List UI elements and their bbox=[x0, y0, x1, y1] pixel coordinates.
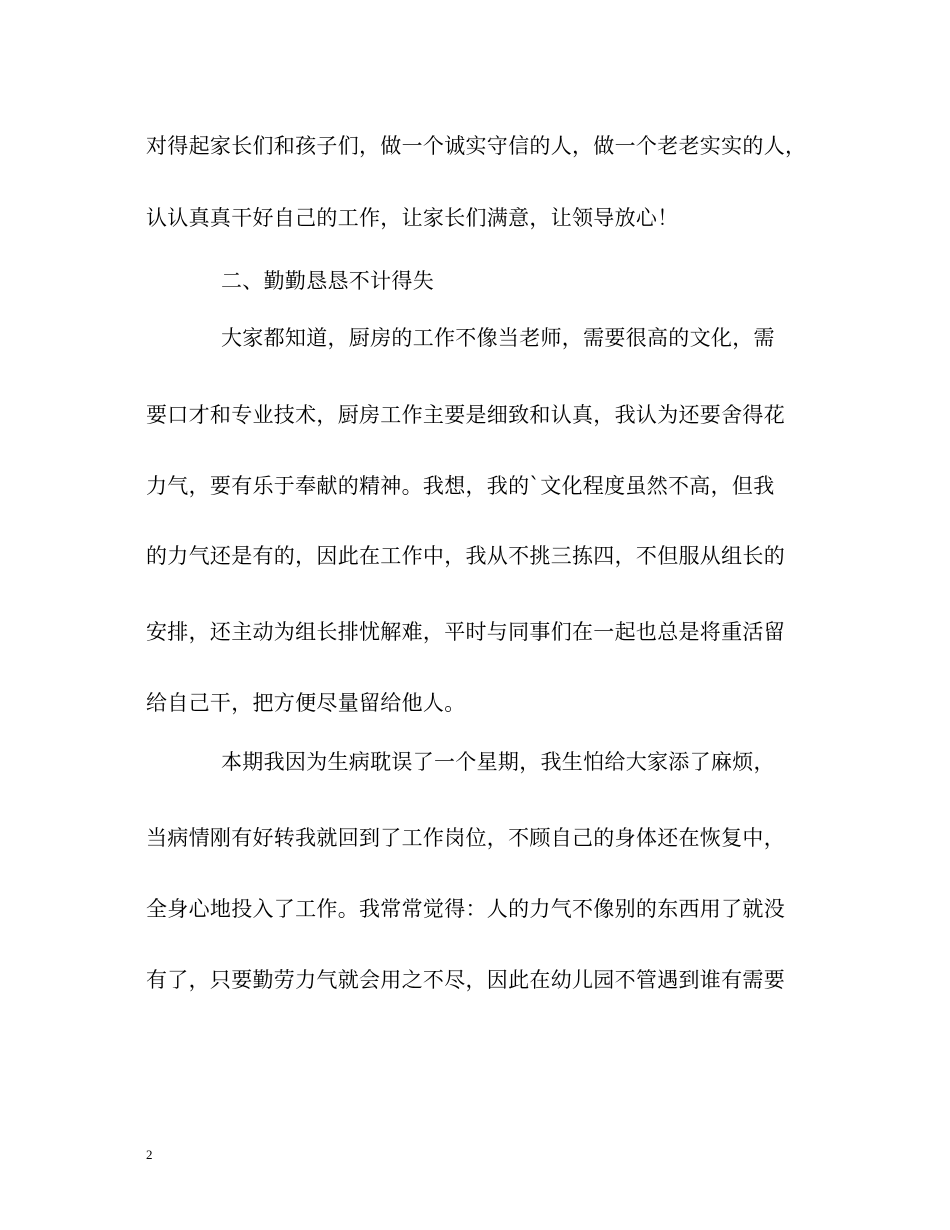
text-line-5: 要口才和专业技术，厨房工作主要是细致和认真，我认为还要舍得花 bbox=[146, 403, 785, 427]
text-line-12: 全身心地投入了工作。我常常觉得：人的力气不像别的东西用了就没 bbox=[146, 897, 785, 921]
text-line-6: 力气，要有乐于奉献的精神。我想，我的`文化程度虽然不高，但我 bbox=[146, 474, 775, 498]
text-line-11: 当病情刚有好转我就回到了工作岗位，不顾自己的身体还在恢复中， bbox=[146, 826, 785, 850]
text-line-2: 认认真真干好自己的工作，让家长们满意，让领导放心！ bbox=[146, 206, 679, 230]
text-line-10: 本期我因为生病耽误了一个星期，我生怕给大家添了麻烦， bbox=[221, 750, 775, 774]
text-line-8: 安排，还主动为组长排忧解难，平时与同事们在一起也总是将重活留 bbox=[146, 620, 785, 644]
text-line-13: 有了，只要勤劳力气就会用之不尽，因此在幼儿园不管遇到谁有需要 bbox=[146, 968, 785, 992]
text-line-4: 大家都知道，厨房的工作不像当老师，需要很高的文化，需 bbox=[221, 326, 775, 350]
page-number: 2 bbox=[146, 1147, 153, 1162]
text-line-1: 对得起家长们和孩子们，做一个诚实守信的人，做一个老老实实的人， bbox=[146, 134, 807, 158]
text-line-9: 给自己干，把方便尽量留给他人。 bbox=[146, 691, 466, 715]
text-line-7: 的力气还是有的，因此在工作中，我从不挑三拣四，不但服从组长的 bbox=[146, 544, 785, 568]
section-heading: 二、勤勤恳恳不计得失 bbox=[221, 269, 434, 293]
